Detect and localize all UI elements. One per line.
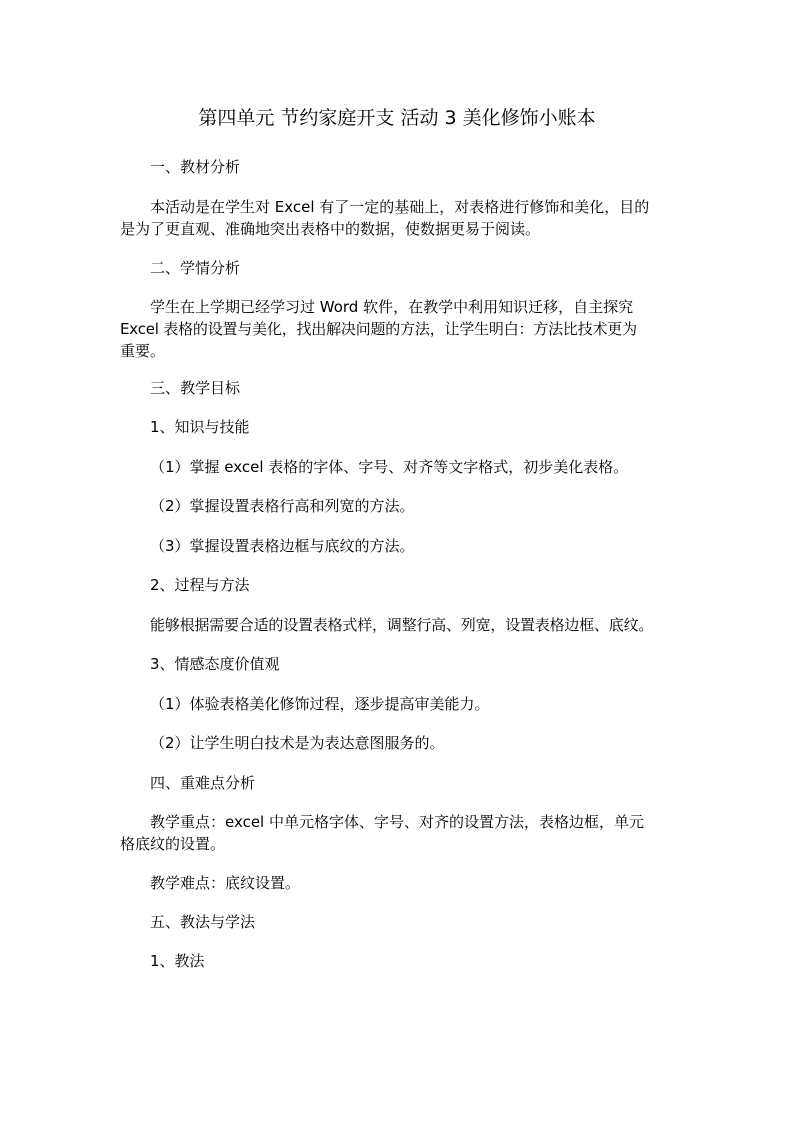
subheading-knowledge-skills: 1、知识与技能 [150,418,250,436]
section-heading-methods: 五、教法与学法 [150,913,256,931]
paragraph-line: 重要。 [120,342,166,360]
subheading-process-methods: 2、过程与方法 [150,576,250,594]
paragraph-line: 格底纹的设置。 [120,835,226,853]
paragraph-difficulty: 教学难点：底纹设置。 [150,874,301,892]
paragraph-learner-analysis [120,296,680,362]
paragraph-line: 教学重点：excel 中单元格字体、字号、对齐的设置方法，表格边框，单元 [150,813,644,831]
list-item: （1）掌握 excel 表格的字体、字号、对齐等文字格式，初步美化表格。 [150,458,629,476]
list-item: （3）掌握设置表格边框与底纹的方法。 [150,537,415,555]
subheading-teaching-method: 1、教法 [150,952,205,970]
list-item: （2）让学生明白技术是为表达意图服务的。 [150,734,445,752]
section-heading-teaching-goals: 三、教学目标 [150,379,241,397]
list-item: （1）体验表格美化修饰过程，逐步提高审美能力。 [150,695,490,713]
paragraph-textbook-analysis [120,196,680,240]
paragraph-line: Excel 表格的设置与美化，找出解决问题的方法，让学生明白：方法比技术更为 [120,320,637,338]
paragraph-line: 是为了更直观、准确地突出表格中的数据，使数据更易于阅读。 [120,220,541,238]
section-heading-textbook-analysis: 一、教材分析 [150,158,241,176]
section-heading-key-points: 四、重难点分析 [150,774,256,792]
paragraph-key-points [120,811,680,855]
document-title: 第四单元 节约家庭开支 活动 3 美化修饰小账本 [198,107,596,129]
subheading-attitude-values: 3、情感态度价值观 [150,655,280,673]
list-item: （2）掌握设置表格行高和列宽的方法。 [150,497,415,515]
paragraph-line: 学生在上学期已经学习过 Word 软件，在教学中利用知识迁移，自主探究 [150,298,634,316]
paragraph-line: 本活动是在学生对 Excel 有了一定的基础上，对表格进行修饰和美化，目的 [150,198,650,216]
paragraph-process-methods: 能够根据需要合适的设置表格式样，调整行高、列宽，设置表格边框、底纹。 [150,616,654,634]
section-heading-learner-analysis: 二、学情分析 [150,259,241,277]
